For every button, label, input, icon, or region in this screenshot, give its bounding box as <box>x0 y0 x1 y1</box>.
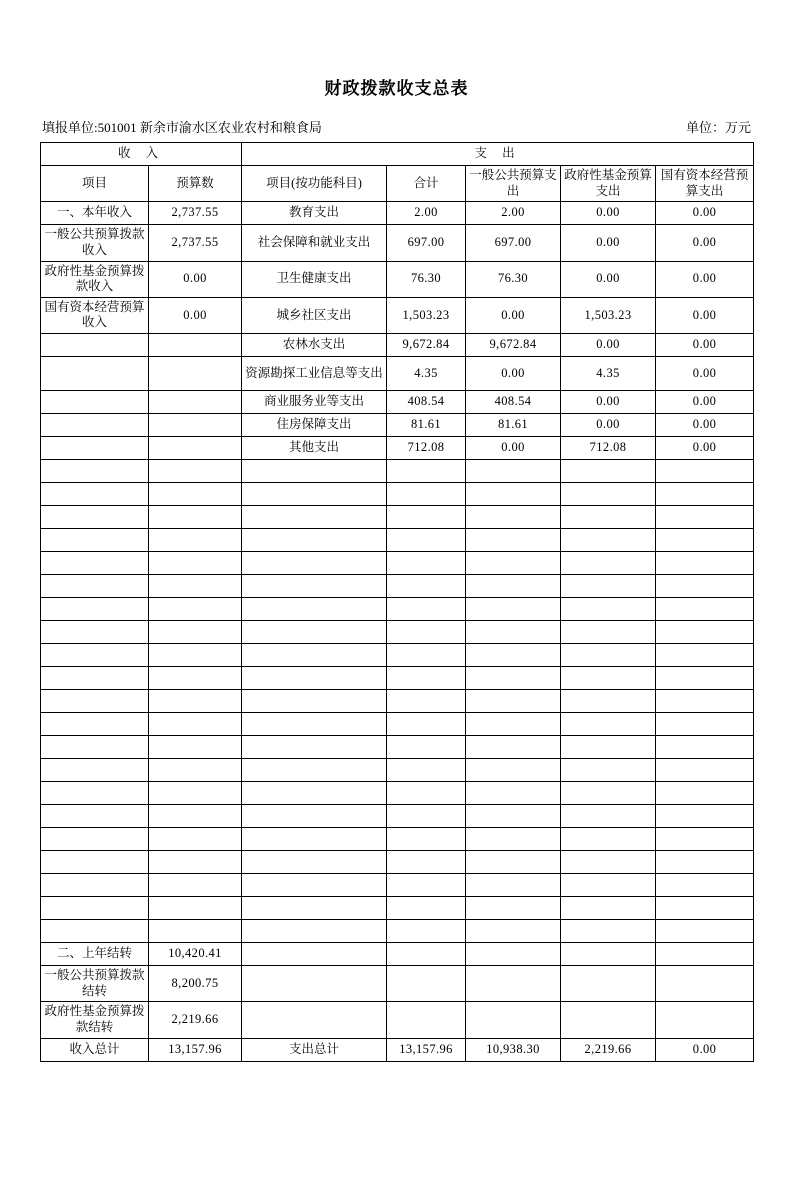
carryover-value: 8,200.75 <box>149 966 242 1002</box>
table-row-empty <box>41 667 754 690</box>
expense-total-capital: 0.00 <box>656 1038 754 1061</box>
expense-total-fund: 2,219.66 <box>561 1038 656 1061</box>
expense-capital: 0.00 <box>656 297 754 333</box>
table-row-empty <box>41 782 754 805</box>
cell <box>41 690 149 713</box>
expense-capital: 0.00 <box>656 261 754 297</box>
table-row-empty <box>41 483 754 506</box>
cell <box>561 575 656 598</box>
income-value-empty <box>149 414 242 437</box>
cell <box>149 805 242 828</box>
cell <box>387 575 466 598</box>
expense-total: 81.61 <box>387 414 466 437</box>
expense-fund: 0.00 <box>561 202 656 225</box>
cell <box>387 598 466 621</box>
cell <box>387 483 466 506</box>
cell <box>561 644 656 667</box>
cell <box>561 943 656 966</box>
cell <box>561 828 656 851</box>
income-item: 一般公共预算拨款收入 <box>41 225 149 261</box>
cell <box>656 782 754 805</box>
expense-fund: 0.00 <box>561 334 656 357</box>
expense-general: 0.00 <box>466 357 561 391</box>
cell <box>387 736 466 759</box>
expense-fund: 0.00 <box>561 414 656 437</box>
expense-capital: 0.00 <box>656 202 754 225</box>
cell <box>561 621 656 644</box>
column-header-row <box>41 166 754 202</box>
cell <box>387 621 466 644</box>
cell <box>149 713 242 736</box>
expense-item: 商业服务业等支出 <box>242 391 387 414</box>
expense-item: 住房保障支出 <box>242 414 387 437</box>
expense-item: 教育支出 <box>242 202 387 225</box>
expense-total-value: 13,157.96 <box>387 1038 466 1061</box>
cell <box>387 874 466 897</box>
col-gov-fund: 政府性基金预算支出 <box>561 166 656 202</box>
cell <box>561 1002 656 1038</box>
table-row-empty <box>41 552 754 575</box>
cell <box>656 713 754 736</box>
cell <box>466 966 561 1002</box>
carryover-item: 一般公共预算拨款结转 <box>41 966 149 1002</box>
income-total-label: 收入总计 <box>41 1038 149 1061</box>
expense-total: 2.00 <box>387 202 466 225</box>
cell <box>656 644 754 667</box>
income-group-header: 收 入 <box>41 143 242 166</box>
cell <box>466 805 561 828</box>
expense-item: 社会保障和就业支出 <box>242 225 387 261</box>
cell <box>656 736 754 759</box>
expense-total-general: 10,938.30 <box>466 1038 561 1061</box>
income-item: 一、本年收入 <box>41 202 149 225</box>
cell <box>242 667 387 690</box>
cell <box>561 897 656 920</box>
cell <box>466 460 561 483</box>
cell <box>656 552 754 575</box>
cell <box>149 897 242 920</box>
cell <box>41 920 149 943</box>
amount-unit-label: 单位：万元 <box>685 120 751 135</box>
cell <box>466 1002 561 1038</box>
cell <box>242 529 387 552</box>
cell <box>561 506 656 529</box>
expense-fund: 4.35 <box>561 357 656 391</box>
cell <box>466 598 561 621</box>
col-expense-item: 项目(按功能科目) <box>242 166 387 202</box>
expense-capital: 0.00 <box>656 357 754 391</box>
budget-table <box>40 142 754 1062</box>
carryover-item: 政府性基金预算拨款结转 <box>41 1002 149 1038</box>
cell <box>656 667 754 690</box>
cell <box>149 644 242 667</box>
expense-total: 697.00 <box>387 225 466 261</box>
expense-group-header: 支 出 <box>242 143 754 166</box>
cell <box>656 621 754 644</box>
cell <box>387 851 466 874</box>
expense-total: 1,503.23 <box>387 297 466 333</box>
cell <box>561 736 656 759</box>
cell <box>41 897 149 920</box>
cell <box>466 943 561 966</box>
expense-capital: 0.00 <box>656 225 754 261</box>
cell <box>656 506 754 529</box>
income-value: 0.00 <box>149 261 242 297</box>
expense-total: 76.30 <box>387 261 466 297</box>
income-value-empty <box>149 357 242 391</box>
cell <box>656 1002 754 1038</box>
cell <box>149 782 242 805</box>
cell <box>387 460 466 483</box>
cell <box>242 966 387 1002</box>
cell <box>466 920 561 943</box>
income-item-empty <box>41 357 149 391</box>
cell <box>561 874 656 897</box>
cell <box>242 644 387 667</box>
income-item: 国有资本经营预算收入 <box>41 297 149 333</box>
cell <box>656 460 754 483</box>
expense-capital: 0.00 <box>656 414 754 437</box>
cell <box>242 575 387 598</box>
expense-capital: 0.00 <box>656 391 754 414</box>
table-row-empty <box>41 460 754 483</box>
cell <box>387 713 466 736</box>
cell <box>41 782 149 805</box>
cell <box>387 805 466 828</box>
income-item-empty <box>41 414 149 437</box>
table-row-empty <box>41 575 754 598</box>
cell <box>149 483 242 506</box>
expense-capital: 0.00 <box>656 437 754 460</box>
cell <box>387 782 466 805</box>
income-value-empty <box>149 334 242 357</box>
col-state-capital: 国有资本经营预算支出 <box>656 166 754 202</box>
cell <box>242 805 387 828</box>
cell <box>561 529 656 552</box>
cell <box>41 713 149 736</box>
expense-general: 408.54 <box>466 391 561 414</box>
cell <box>466 529 561 552</box>
table-row-empty <box>41 713 754 736</box>
cell <box>242 483 387 506</box>
table-row <box>41 1002 754 1038</box>
cell <box>41 621 149 644</box>
cell <box>656 575 754 598</box>
cell <box>561 483 656 506</box>
expense-total: 4.35 <box>387 357 466 391</box>
col-income-item: 项目 <box>41 166 149 202</box>
table-row <box>41 391 754 414</box>
cell <box>41 644 149 667</box>
cell <box>242 506 387 529</box>
cell <box>387 759 466 782</box>
cell <box>466 713 561 736</box>
table-row-empty <box>41 690 754 713</box>
cell <box>242 943 387 966</box>
expense-general: 76.30 <box>466 261 561 297</box>
cell <box>149 874 242 897</box>
cell <box>387 552 466 575</box>
cell <box>242 552 387 575</box>
cell <box>242 460 387 483</box>
table-row <box>41 943 754 966</box>
cell <box>149 667 242 690</box>
expense-item: 农林水支出 <box>242 334 387 357</box>
expense-general: 0.00 <box>466 297 561 333</box>
expense-fund: 0.00 <box>561 225 656 261</box>
cell <box>561 966 656 1002</box>
table-row-empty <box>41 897 754 920</box>
reporting-unit-label: 填报单位:501001 新余市渝水区农业农村和粮食局 <box>42 120 322 135</box>
cell <box>149 506 242 529</box>
cell <box>387 966 466 1002</box>
expense-item: 其他支出 <box>242 437 387 460</box>
cell <box>656 851 754 874</box>
cell <box>149 851 242 874</box>
cell <box>561 460 656 483</box>
cell <box>242 851 387 874</box>
cell <box>561 690 656 713</box>
table-row-empty <box>41 529 754 552</box>
table-row <box>41 414 754 437</box>
document-page <box>0 74 793 1196</box>
cell <box>466 736 561 759</box>
expense-fund: 0.00 <box>561 261 656 297</box>
cell <box>149 575 242 598</box>
expense-general: 81.61 <box>466 414 561 437</box>
cell <box>149 552 242 575</box>
cell <box>41 851 149 874</box>
cell <box>561 552 656 575</box>
cell <box>387 667 466 690</box>
table-row-empty <box>41 851 754 874</box>
income-value: 2,737.55 <box>149 225 242 261</box>
cell <box>561 851 656 874</box>
col-total: 合计 <box>387 166 466 202</box>
expense-item: 城乡社区支出 <box>242 297 387 333</box>
cell <box>41 759 149 782</box>
meta-row <box>40 117 753 136</box>
income-value: 0.00 <box>149 297 242 333</box>
cell <box>41 575 149 598</box>
cell <box>656 598 754 621</box>
cell <box>561 782 656 805</box>
cell <box>466 897 561 920</box>
cell <box>41 506 149 529</box>
cell <box>242 759 387 782</box>
cell <box>242 920 387 943</box>
cell <box>149 920 242 943</box>
cell <box>561 920 656 943</box>
table-row-empty <box>41 644 754 667</box>
cell <box>387 529 466 552</box>
table-row-empty <box>41 920 754 943</box>
table-row <box>41 202 754 225</box>
cell <box>242 897 387 920</box>
cell <box>387 690 466 713</box>
cell <box>466 506 561 529</box>
cell <box>656 828 754 851</box>
cell <box>387 943 466 966</box>
cell <box>387 920 466 943</box>
cell <box>41 529 149 552</box>
cell <box>656 805 754 828</box>
cell <box>149 621 242 644</box>
cell <box>242 621 387 644</box>
income-value-empty <box>149 391 242 414</box>
cell <box>149 759 242 782</box>
table-row-empty <box>41 828 754 851</box>
cell <box>242 690 387 713</box>
cell <box>561 713 656 736</box>
cell <box>466 621 561 644</box>
cell <box>656 943 754 966</box>
cell <box>242 598 387 621</box>
cell <box>656 483 754 506</box>
expense-general: 2.00 <box>466 202 561 225</box>
income-value-empty <box>149 437 242 460</box>
cell <box>656 897 754 920</box>
income-item-empty <box>41 334 149 357</box>
expense-item: 卫生健康支出 <box>242 261 387 297</box>
cell <box>466 759 561 782</box>
cell <box>387 828 466 851</box>
expense-fund: 712.08 <box>561 437 656 460</box>
cell <box>242 1002 387 1038</box>
table-row-empty <box>41 759 754 782</box>
cell <box>41 828 149 851</box>
cell <box>466 851 561 874</box>
carryover-value: 2,219.66 <box>149 1002 242 1038</box>
cell <box>149 690 242 713</box>
total-row <box>41 1038 754 1061</box>
cell <box>561 598 656 621</box>
cell <box>466 483 561 506</box>
cell <box>387 1002 466 1038</box>
cell <box>656 529 754 552</box>
cell <box>466 552 561 575</box>
table-row <box>41 966 754 1002</box>
table-row-empty <box>41 736 754 759</box>
cell <box>242 828 387 851</box>
cell <box>41 874 149 897</box>
cell <box>149 598 242 621</box>
cell <box>387 897 466 920</box>
table-row-empty <box>41 874 754 897</box>
table-row <box>41 357 754 391</box>
cell <box>41 598 149 621</box>
carryover-item: 二、上年结转 <box>41 943 149 966</box>
expense-general: 697.00 <box>466 225 561 261</box>
expense-item: 资源勘探工业信息等支出 <box>242 357 387 391</box>
expense-total: 712.08 <box>387 437 466 460</box>
cell <box>149 529 242 552</box>
cell <box>656 874 754 897</box>
income-item: 政府性基金预算拨款收入 <box>41 261 149 297</box>
cell <box>242 713 387 736</box>
expense-fund: 0.00 <box>561 391 656 414</box>
cell <box>656 920 754 943</box>
table-row-empty <box>41 598 754 621</box>
cell <box>466 690 561 713</box>
expense-general: 0.00 <box>466 437 561 460</box>
cell <box>561 805 656 828</box>
cell <box>41 805 149 828</box>
cell <box>41 667 149 690</box>
cell <box>41 460 149 483</box>
table-row-empty <box>41 621 754 644</box>
col-general-public: 一般公共预算支出 <box>466 166 561 202</box>
income-value: 2,737.55 <box>149 202 242 225</box>
cell <box>466 667 561 690</box>
cell <box>41 552 149 575</box>
cell <box>656 759 754 782</box>
table-row <box>41 437 754 460</box>
expense-fund: 1,503.23 <box>561 297 656 333</box>
cell <box>242 782 387 805</box>
expense-general: 9,672.84 <box>466 334 561 357</box>
cell <box>149 460 242 483</box>
table-row <box>41 261 754 297</box>
expense-total: 9,672.84 <box>387 334 466 357</box>
cell <box>41 736 149 759</box>
col-income-budget: 预算数 <box>149 166 242 202</box>
table-row-empty <box>41 506 754 529</box>
cell <box>387 644 466 667</box>
cell <box>242 736 387 759</box>
income-item-empty <box>41 437 149 460</box>
table-row <box>41 334 754 357</box>
cell <box>149 736 242 759</box>
expense-capital: 0.00 <box>656 334 754 357</box>
cell <box>466 644 561 667</box>
page-title: 财政拨款收支总表 <box>324 79 469 98</box>
cell <box>387 506 466 529</box>
expense-total-label: 支出总计 <box>242 1038 387 1061</box>
group-header-row <box>41 143 754 166</box>
table-row <box>41 225 754 261</box>
cell <box>466 782 561 805</box>
cell <box>656 966 754 1002</box>
cell <box>242 874 387 897</box>
cell <box>656 690 754 713</box>
expense-total: 408.54 <box>387 391 466 414</box>
cell <box>149 828 242 851</box>
income-item-empty <box>41 391 149 414</box>
cell <box>466 828 561 851</box>
table-row <box>41 297 754 333</box>
cell <box>561 667 656 690</box>
carryover-value: 10,420.41 <box>149 943 242 966</box>
cell <box>466 575 561 598</box>
cell <box>41 483 149 506</box>
cell <box>466 874 561 897</box>
cell <box>561 759 656 782</box>
table-row-empty <box>41 805 754 828</box>
income-total-value: 13,157.96 <box>149 1038 242 1061</box>
